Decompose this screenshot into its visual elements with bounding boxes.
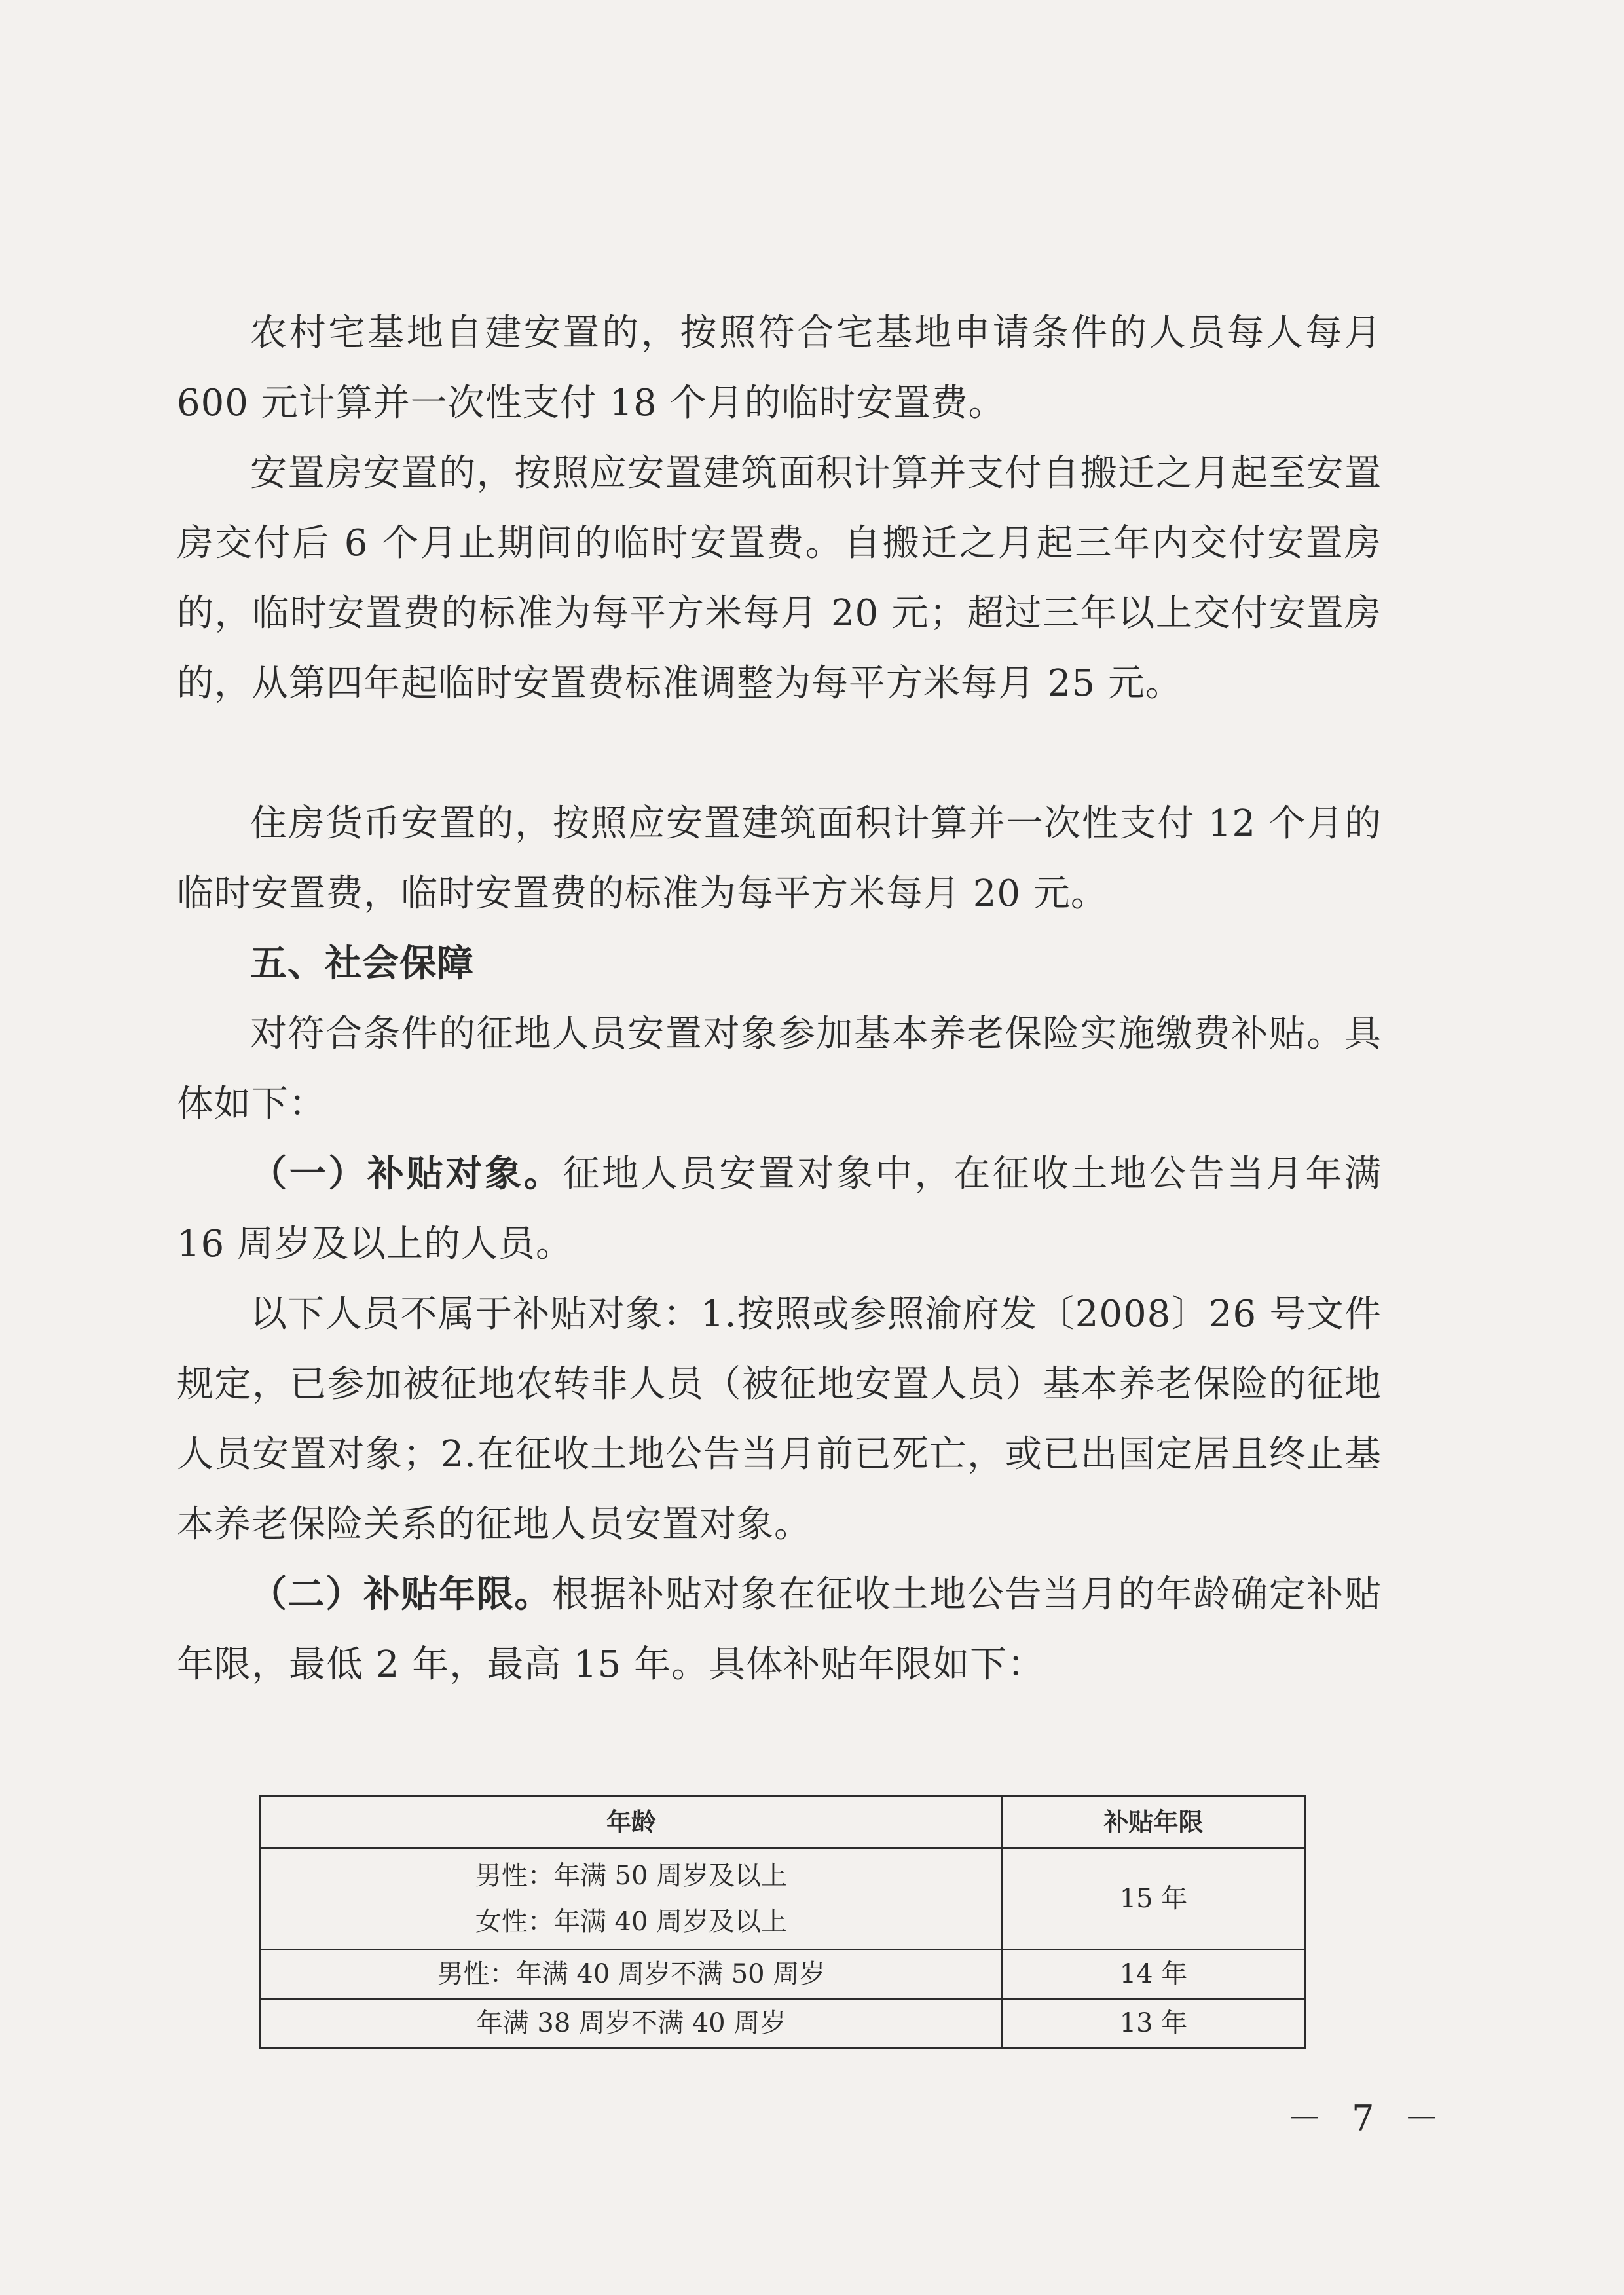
table-cell-age: 年满 38 周岁不满 40 周岁 — [260, 1999, 1003, 2049]
table-header-years: 补贴年限 — [1003, 1796, 1306, 1848]
table-cell-years: 15 年 — [1003, 1848, 1306, 1950]
section-heading-social-security: 五、社会保障 — [250, 942, 474, 985]
paragraph-housing-resettlement: 安置房安置的，按照应安置建筑面积计算并支付自搬迁之月起至安置房交付后 6 个月止期间的临时安置费。自搬迁之月起三年内交付安置房的，临时安置费的标准为每平方米每月 20 元；超过三年以上交付安置房的，从第四年起临时安置费标准调整为每平方米每月 25 元。 — [177, 452, 1382, 705]
paragraph-section-intro: 对符合条件的征地人员安置对象参加基本养老保险实施缴费补贴。具体如下： — [177, 1013, 1382, 1125]
subsidy-target-text: 征地人员安置对象中，在征收土地公告当月年满 16 周岁及以上的人员。 — [177, 1153, 1382, 1265]
paragraph-homestead-resettlement: 农村宅基地自建安置的，按照符合宅基地申请条件的人员每人每月 600 元计算并一次性支付 18 个月的临时安置费。 — [177, 312, 1382, 424]
paragraph-subsidy-years — [177, 1559, 1382, 1700]
paragraph-monetary-resettlement: 住房货币安置的，按照应安置建筑面积计算并一次性支付 12 个月的临时安置费，临时安置费的标准为每平方米每月 20 元。 — [177, 802, 1382, 915]
table-cell-age-line: 女性：年满 40 周岁及以上 — [475, 1907, 788, 1937]
table-cell-years: 13 年 — [1003, 1999, 1306, 2049]
table-row — [260, 1950, 1305, 1999]
paragraph-subsidy-target — [177, 1139, 1382, 1279]
table-cell-age — [260, 1848, 1003, 1950]
subsidy-target-lead: （一）补贴对象。 — [250, 1153, 563, 1195]
table-cell-age: 男性：年满 40 周岁不满 50 周岁 — [260, 1950, 1003, 1999]
subsidy-years-lead: （二）补贴年限。 — [250, 1573, 552, 1616]
subsidy-years-table — [259, 1795, 1306, 2049]
table-cell-years: 14 年 — [1003, 1950, 1306, 1999]
subsidy-years-text: 根据补贴对象在征收土地公告当月的年龄确定补贴年限，最低 2 年，最高 15 年。具体补贴年限如下： — [177, 1573, 1382, 1686]
table-cell-age-line: 男性：年满 50 周岁及以上 — [475, 1861, 788, 1891]
table-header-age: 年龄 — [260, 1796, 1003, 1848]
table-row — [260, 1999, 1305, 2049]
table-header-row — [260, 1796, 1305, 1848]
paragraph-exclusions: 以下人员不属于补贴对象：1.按照或参照渝府发〔2008〕26 号文件规定，已参加被征地农转非人员（被征地安置人员）基本养老保险的征地人员安置对象；2.在征收土地公告当月前已死亡，或已出国定居且终止基本养老保险关系的征地人员安置对象。 — [177, 1293, 1382, 1546]
table-row — [260, 1848, 1305, 1950]
page-number: － 7 － — [1287, 2098, 1449, 2139]
